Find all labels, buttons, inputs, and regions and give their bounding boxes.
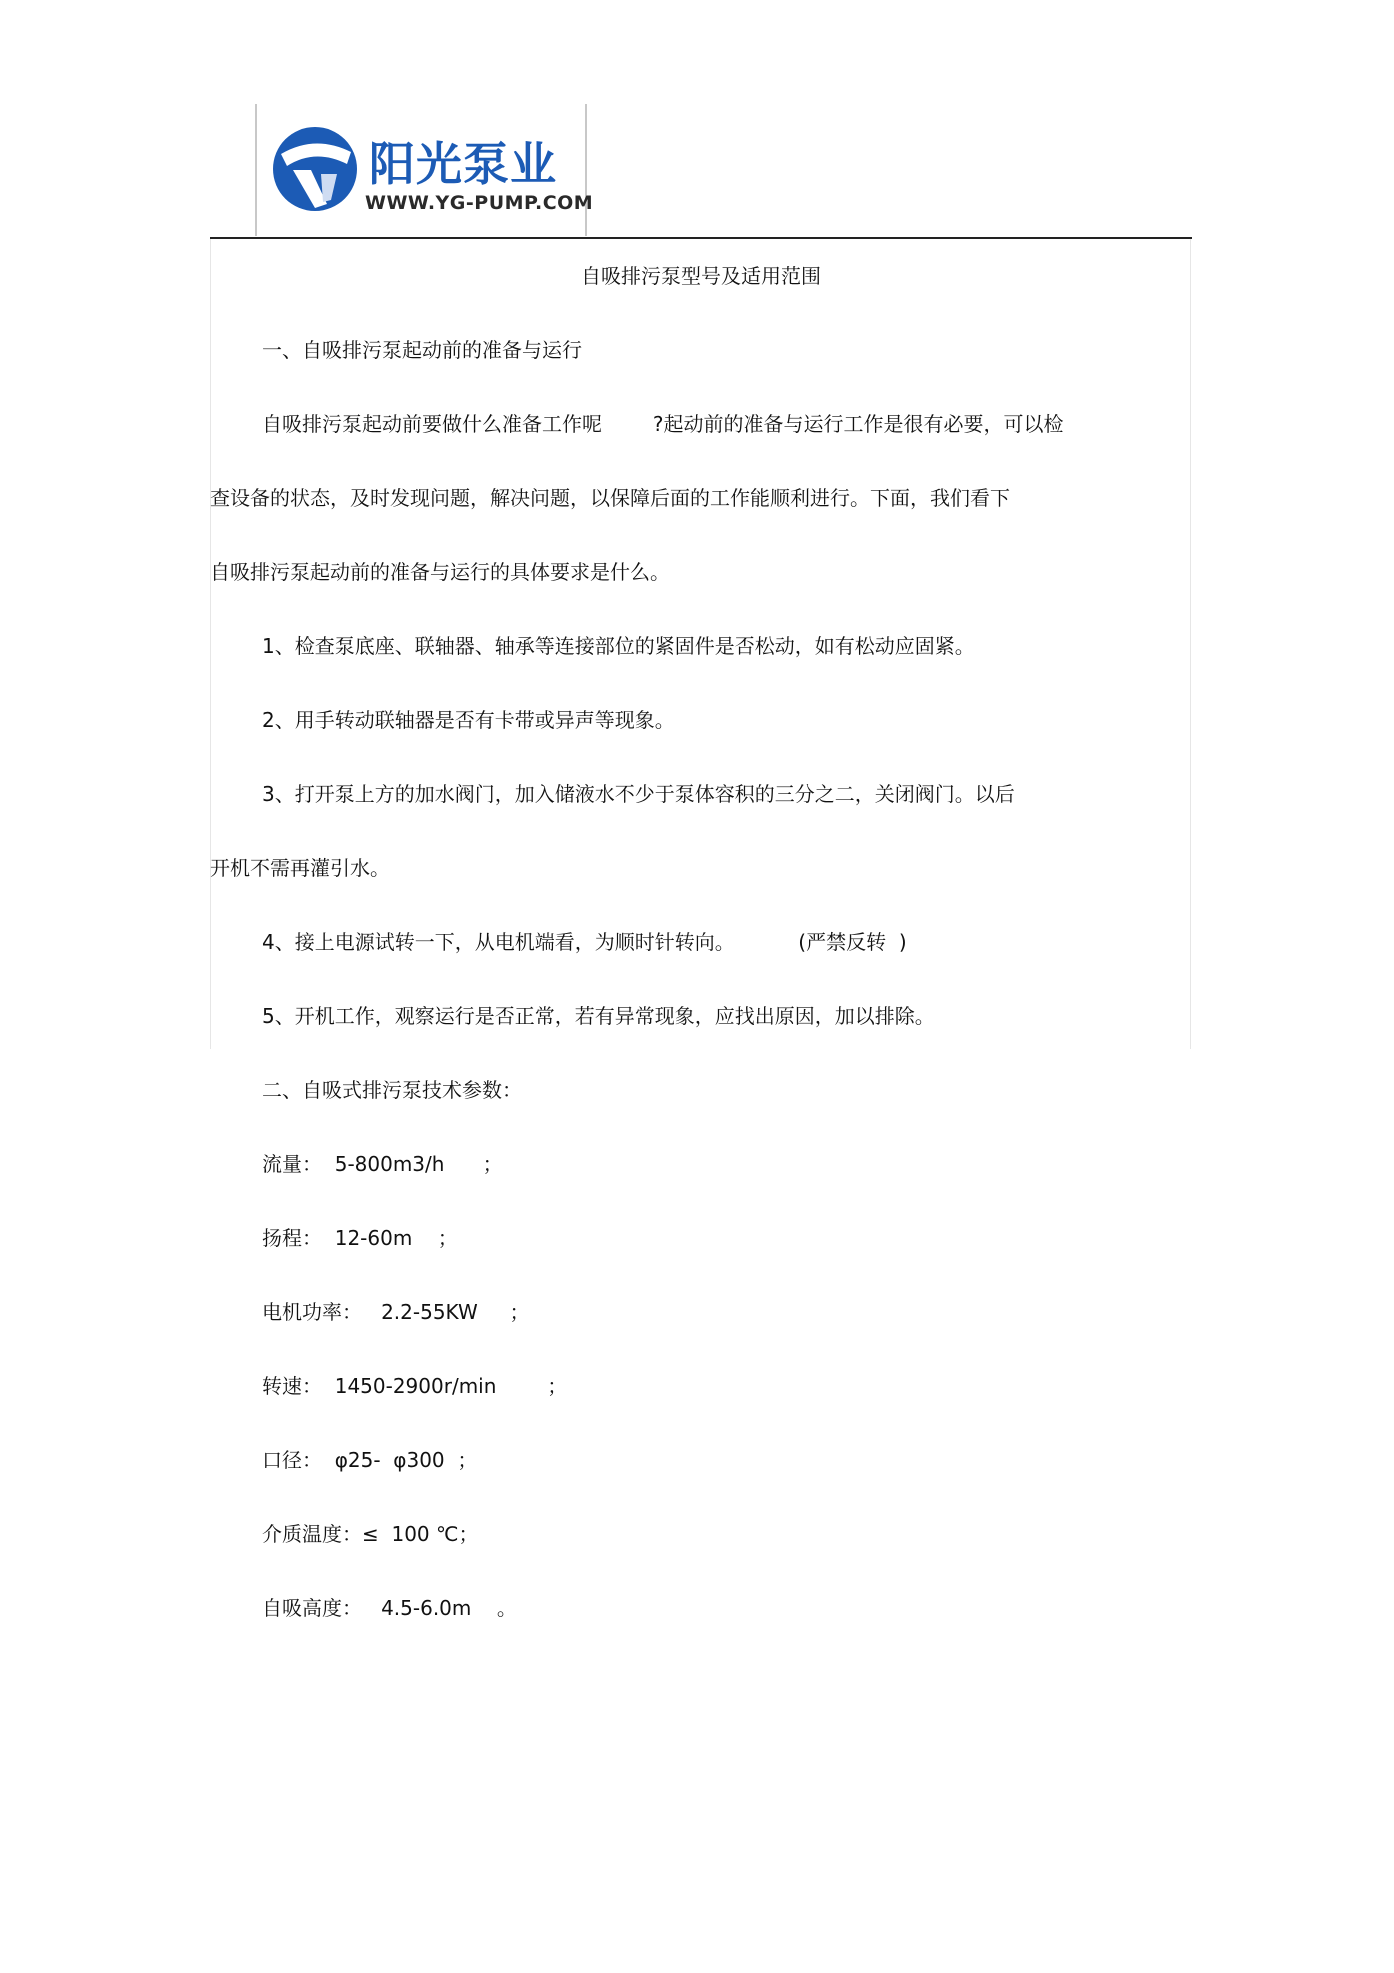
param-suction-height: 自吸高度： 4.5-6.0m 。: [262, 1596, 517, 1620]
param-motor-power: 电机功率： 2.2-55KW ；: [262, 1300, 530, 1324]
header-divider: [210, 237, 1192, 239]
list-item: 1、检查泵底座、联轴器、轴承等连接部位的紧固件是否松动，如有松动应固紧。: [262, 634, 975, 658]
param-diameter: 口径： φ25- φ300 ；: [262, 1448, 478, 1472]
param-flow: 流量： 5-800m3/h ；: [262, 1152, 503, 1176]
company-logo: [255, 104, 594, 236]
list-item: 3、打开泵上方的加水阀门，加入储液水不少于泵体容积的三分之二，关闭阀门。以后: [262, 782, 1015, 806]
frame-right-border: [1190, 239, 1191, 1049]
logo-website: WWW.YG-PUMP.COM: [365, 192, 594, 214]
paragraph-line: 自吸排污泵起动前要做什么准备工作呢 ?起动前的准备与运行工作是很有必要，可以检: [262, 412, 1064, 436]
frame-left-border: [210, 239, 211, 1049]
list-item: 开机不需再灌引水。: [210, 856, 390, 880]
list-item: 2、用手转动联轴器是否有卡带或异声等现象。: [262, 708, 675, 732]
list-item: 4、接上电源试转一下，从电机端看，为顺时针转向。 (严禁反转 ): [262, 930, 907, 954]
list-item: 5、开机工作，观察运行是否正常，若有异常现象，应找出原因，加以排除。: [262, 1004, 935, 1028]
pump-logo-icon: [271, 124, 359, 214]
paragraph-line: 自吸排污泵起动前的准备与运行的具体要求是什么。: [210, 560, 670, 584]
logo-company-name: 阳光泵业: [369, 137, 557, 191]
param-head: 扬程： 12-60m ；: [262, 1226, 458, 1250]
param-speed: 转速： 1450-2900r/min ；: [262, 1374, 568, 1398]
param-medium-temp: 介质温度：≤ 100 ℃；: [262, 1522, 479, 1546]
section-heading-1: 一、自吸排污泵起动前的准备与运行: [262, 338, 582, 362]
paragraph-line: 查设备的状态，及时发现问题，解决问题，以保障后面的工作能顺利进行。下面，我们看下: [210, 486, 1010, 510]
section-heading-2: 二、自吸式排污泵技术参数：: [262, 1078, 522, 1102]
document-title: 自吸排污泵型号及适用范围: [581, 264, 821, 288]
